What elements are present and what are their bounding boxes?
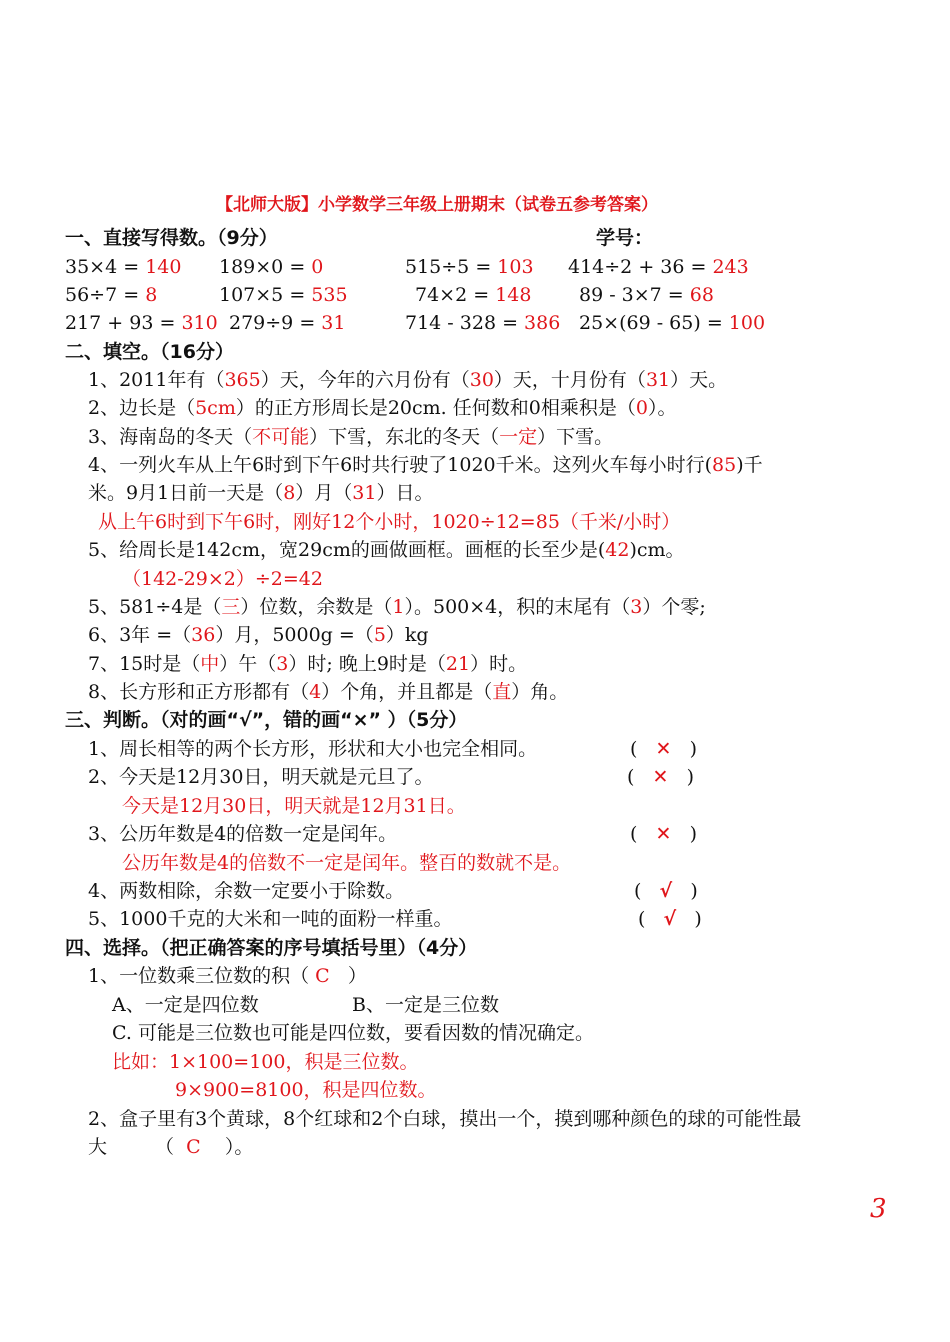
fill-item-7: 7、15时是（中）午（3）时; 晚上9时是（21）时。 xyxy=(88,653,528,675)
judge-answer-1: ( ✕ ) xyxy=(630,738,697,760)
fill-item-8: 8、长方形和正方形都有（4）个角，并且都是（直）角。 xyxy=(88,681,569,703)
student-number-label: 学号： xyxy=(596,227,654,249)
choice-item-1: 1、一位数乘三位数的积（ C ） xyxy=(88,965,367,987)
choice-item-2-cont: 大 （ C ）。 xyxy=(88,1136,254,1158)
judge-item-2: 2、今天是12月30日，明天就是元旦了。 xyxy=(88,766,434,788)
fill-item-4-explanation: 从上午6时到下午6时，刚好12个小时，1020÷12=85（千米/小时） xyxy=(98,511,681,533)
fill-item-3: 3、海南岛的冬天（不可能）下雪，东北的冬天（一定）下雪。 xyxy=(88,426,614,448)
choice-option-a: A、一定是四位数 xyxy=(112,994,259,1016)
judge-item-1: 1、周长相等的两个长方形，形状和大小也完全相同。 xyxy=(88,738,538,760)
choice-explanation-1: 比如：1×100=100，积是三位数。 xyxy=(112,1051,419,1073)
calc-item: 74×2 = 148 xyxy=(415,284,532,306)
fill-item-6: 6、3年 =（36）月，5000g =（5）kg xyxy=(88,624,429,646)
choice-option-b: B、一定是三位数 xyxy=(352,994,499,1016)
judge-item-2-explanation: 今天是12月30日，明天就是12月31日。 xyxy=(122,795,466,817)
calc-item: 89 - 3×7 = 68 xyxy=(579,284,714,306)
fill-item-4-cont: 米。9月1日前一天是（8）月（31）日。 xyxy=(88,482,434,504)
choice-item-2: 2、盒子里有3个黄球，8个红球和2个白球，摸出一个，摸到哪种颜色的球的可能性最 xyxy=(88,1108,802,1130)
judge-answer-4: ( √ ) xyxy=(634,880,698,902)
judge-answer-5: ( √ ) xyxy=(638,908,702,930)
choice-option-c: C. 可能是三位数也可能是四位数，要看因数的情况确定。 xyxy=(112,1022,594,1044)
section-1-heading: 一、直接写得数。（9分） xyxy=(65,227,278,249)
judge-item-4: 4、两数相除，余数一定要小于除数。 xyxy=(88,880,405,902)
calc-item: 35×4 = 140 xyxy=(65,256,182,278)
calc-item: 56÷7 = 8 xyxy=(65,284,158,306)
choice-explanation-2: 9×900=8100，积是四位数。 xyxy=(175,1079,437,1101)
check-mark-icon: √ xyxy=(663,908,677,930)
fill-item-5-explanation: （142-29×2）÷2=42 xyxy=(122,568,323,590)
judge-answer-2: ( ✕ ) xyxy=(627,766,694,788)
calc-item: 714 - 328 = 386 xyxy=(405,312,561,334)
calc-item: 279÷9 = 31 xyxy=(229,312,346,334)
page-title: 【北师大版】小学数学三年级上册期末（试卷五参考答案） xyxy=(216,195,658,215)
calc-item: 515÷5 = 103 xyxy=(405,256,534,278)
section-4-heading: 四、选择。（把正确答案的序号填括号里）（4分） xyxy=(65,937,478,959)
calc-item: 217 + 93 = 310 xyxy=(65,312,218,334)
calc-item: 25×(69 - 65) = 100 xyxy=(579,312,766,334)
judge-item-3-explanation: 公历年数是4的倍数不一定是闰年。整百的数就不是。 xyxy=(122,852,572,874)
cross-mark-icon: ✕ xyxy=(652,766,669,788)
judge-item-3: 3、公历年数是4的倍数一定是闰年。 xyxy=(88,823,398,845)
section-3-heading: 三、判断。（对的画“√”，错的画“×” ）（5分） xyxy=(65,709,468,731)
page-number: 3 xyxy=(870,1194,887,1224)
check-mark-icon: √ xyxy=(659,880,673,902)
calc-item: 189×0 = 0 xyxy=(219,256,324,278)
cross-mark-icon: ✕ xyxy=(655,738,672,760)
calc-item: 107×5 = 535 xyxy=(219,284,348,306)
fill-item-2: 2、边长是（5cm）的正方形周长是20cm. 任何数和0相乘积是（0）。 xyxy=(88,397,677,419)
fill-item-5: 5、给周长是142cm，宽29cm的画做画框。画框的长至少是(42)cm。 xyxy=(88,539,685,561)
calc-item: 414÷2 + 36 = 243 xyxy=(568,256,749,278)
section-2-heading: 二、填空。（16分） xyxy=(65,341,234,363)
fill-item-4: 4、一列火车从上午6时到下午6时共行驶了1020千米。这列火车每小时行(85)千 xyxy=(88,454,763,476)
fill-item-5b: 5、581÷4是（三）位数，余数是（1）。500×4，积的末尾有（3）个零; xyxy=(88,596,706,618)
judge-answer-3: ( ✕ ) xyxy=(630,823,697,845)
fill-item-1: 1、2011年有（365）天，今年的六月份有（30）天，十月份有（31）天。 xyxy=(88,369,728,391)
judge-item-5: 5、1000千克的大米和一吨的面粉一样重。 xyxy=(88,908,453,930)
cross-mark-icon: ✕ xyxy=(655,823,672,845)
